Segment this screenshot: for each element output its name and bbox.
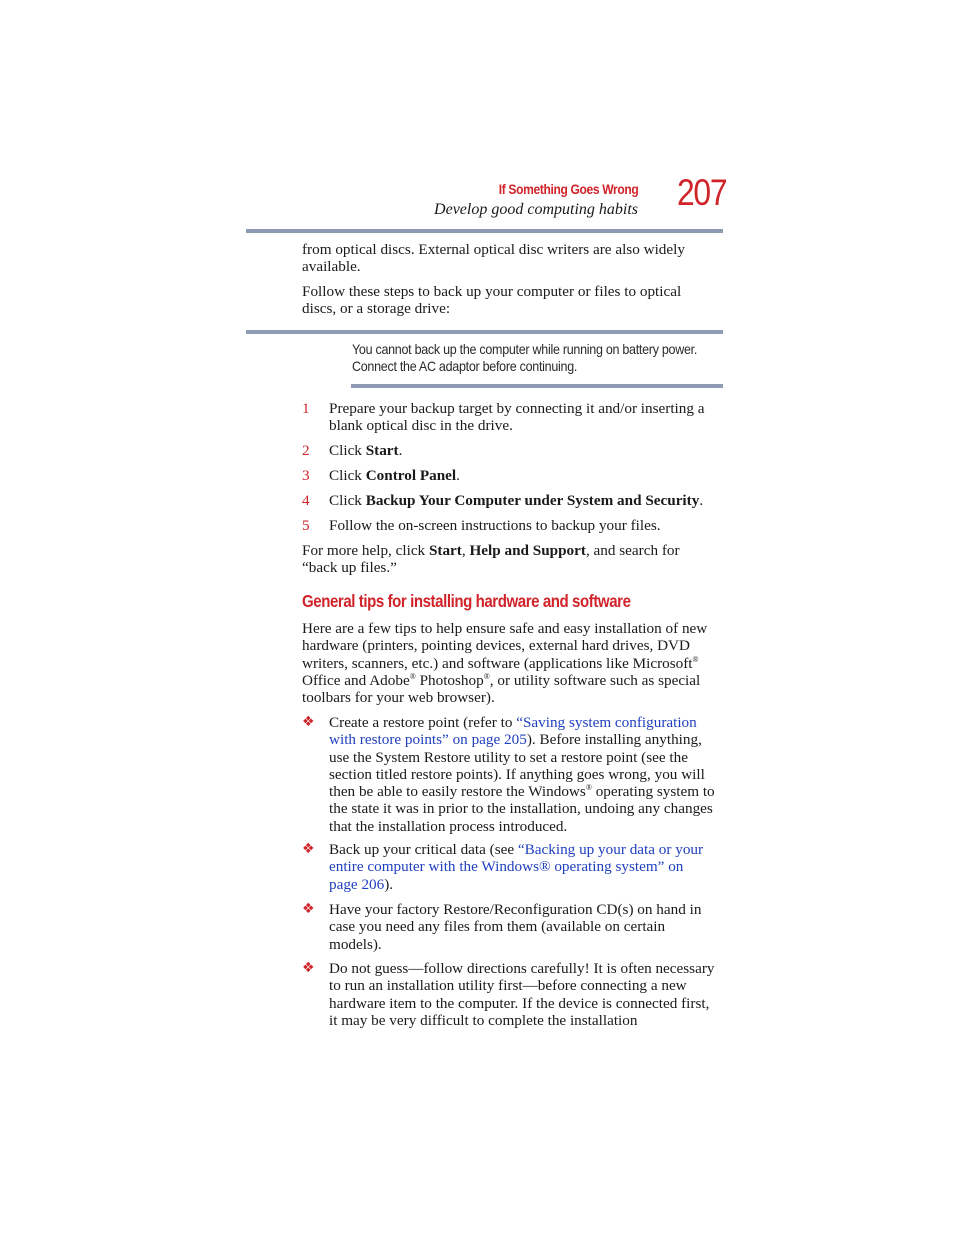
tips-intro-paragraph	[302, 620, 722, 706]
step-bold: Control Panel	[365, 467, 457, 484]
bullet-text: then be able to easily restore the Windows	[329, 783, 586, 801]
text-line: Follow these steps to back up your computer or files to optical	[302, 283, 682, 300]
note-bottom-rule	[351, 384, 723, 388]
help-start: Start	[428, 542, 462, 559]
text-line: toolbars for your web browser).	[302, 689, 495, 707]
step-number: 4	[302, 492, 310, 509]
bullet-text: the state it was in prior to the installation, undoing any changes	[329, 800, 713, 818]
page-number: 207	[677, 172, 727, 213]
help-text: ,	[461, 542, 470, 559]
registered-mark: ®	[585, 783, 592, 793]
note-text	[352, 341, 698, 375]
help-text: , and search for	[585, 542, 680, 559]
chapter-title: If Something Goes Wrong	[498, 181, 638, 197]
step-text: Click	[329, 467, 366, 484]
bullet-text: Do not guess—follow directions carefully! It is often necessary	[329, 960, 715, 977]
section-title: Develop good computing habits	[434, 201, 638, 218]
text-line: discs, or a storage drive:	[302, 300, 451, 318]
help-paragraph	[302, 542, 722, 577]
intro-paragraph-1	[302, 241, 722, 276]
note-line: Connect the AC adaptor before continuing.	[352, 359, 578, 374]
step-text: Click	[329, 442, 366, 459]
help-text: “back up files.”	[302, 559, 397, 577]
section-heading: General tips for installing hardware and software	[302, 591, 631, 611]
registered-mark: ®	[409, 671, 416, 681]
bullet-text: case you need any files from them (available on certain	[329, 918, 666, 936]
text-line: Office and Adobe	[302, 671, 410, 689]
step-text: .	[699, 492, 704, 509]
bullet-text: hardware item to the computer. If the device is connected first,	[329, 994, 710, 1012]
text-line: , or utility software such as special	[489, 671, 701, 689]
step-bold: Start	[365, 442, 399, 459]
step-bold: Backup Your Computer under System and Security	[365, 492, 700, 509]
step-text: Click	[329, 492, 366, 509]
intro-paragraph-2	[302, 283, 722, 318]
bullet-text: Have your factory Restore/Reconfiguration CD(s) on hand in	[329, 901, 702, 918]
step-number: 1	[302, 400, 310, 417]
text-line: Photoshop	[415, 671, 484, 689]
text-line: from optical discs. External optical disc writers are also widely	[302, 241, 685, 258]
bullet-text: section titled restore points). If anything goes wrong, you will	[329, 765, 705, 783]
registered-mark: ®	[483, 671, 490, 681]
registered-mark: ®	[692, 654, 699, 664]
backing-up-link[interactable]: page 206	[329, 875, 385, 893]
help-text: For more help, click	[302, 542, 429, 559]
backing-up-link[interactable]: “Backing up your data or your	[517, 841, 704, 858]
bullet-text: Create a restore point (refer to	[329, 714, 517, 731]
bullet-text: models).	[329, 935, 382, 953]
bullet-text: to run an installation utility first—before connecting a new	[329, 977, 687, 995]
text-line: Here are a few tips to help ensure safe and easy installation of new	[302, 620, 708, 637]
bullet-text: that the installation process introduced.	[329, 817, 568, 835]
bullet-text: use the System Restore utility to set a restore point (see the	[329, 748, 688, 766]
restore-points-link[interactable]: with restore points” on page 205	[329, 731, 527, 749]
bullet-icon: ❖	[302, 960, 315, 976]
step-number: 2	[302, 442, 310, 459]
step-text: .	[398, 442, 403, 459]
bullet-text: operating system to	[591, 783, 715, 801]
step-text: blank optical disc in the drive.	[329, 417, 513, 435]
header-rule	[246, 229, 723, 233]
text-line: available.	[302, 258, 361, 276]
backing-up-link[interactable]: entire computer with the Windows® operating system” on	[329, 858, 684, 876]
step-number: 3	[302, 467, 310, 484]
bullet-text: ).	[384, 875, 394, 893]
note-line: You cannot back up the computer while running on battery power.	[352, 342, 698, 357]
bullet-text: it may be very difficult to complete the installation	[329, 1011, 638, 1029]
restore-points-link[interactable]: “Saving system configuration	[516, 714, 697, 731]
text-line: hardware (printers, pointing devices, external hard drives, DVD	[302, 637, 690, 655]
text-line: writers, scanners, etc.) and software (applications like Microsoft	[302, 654, 693, 672]
bullet-icon: ❖	[302, 714, 315, 730]
step-text: Prepare your backup target by connecting it and/or inserting a	[329, 400, 705, 417]
bullet-text: Back up your critical data (see	[329, 841, 518, 858]
bullet-text: ). Before installing anything,	[526, 731, 702, 749]
help-and-support: Help and Support	[469, 542, 586, 559]
step-number: 5	[302, 517, 310, 534]
step-text: Follow the on-screen instructions to backup your files.	[329, 517, 661, 534]
bullet-icon: ❖	[302, 841, 315, 857]
note-top-rule	[246, 330, 723, 334]
step-text: .	[456, 467, 460, 484]
bullet-icon: ❖	[302, 901, 315, 917]
